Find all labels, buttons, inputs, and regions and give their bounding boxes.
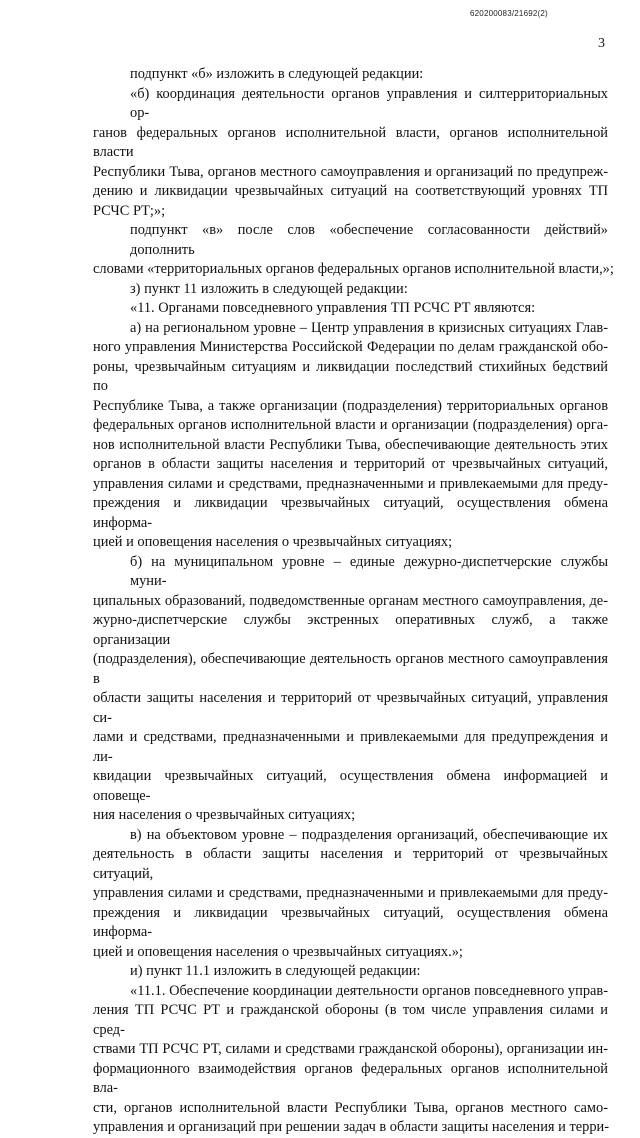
document-body <box>93 65 614 1138</box>
paragraph <box>93 221 614 280</box>
text-line: Республики Тыва, органов местного самоуправления и организаций по предупреж- <box>93 163 608 180</box>
text-line: управления силами и средствами, предназначенными и привлекаемыми для преду- <box>93 475 608 492</box>
paragraph <box>93 826 608 963</box>
text-line: и) пункт 11.1 изложить в следующей редакции: <box>130 963 421 979</box>
paragraph <box>93 65 608 85</box>
text-line: лами и средствами, предназначенными и привлекаемыми для предупреждения и ли- <box>93 729 608 765</box>
text-line: ния населения о чрезвычайных ситуациях; <box>93 807 356 823</box>
paragraph <box>93 982 608 1138</box>
text-line: преждения и ликвидации чрезвычайных ситуаций, осуществления обмена информа- <box>93 495 608 531</box>
text-line: ципальных образований, подведомственные органам местного самоуправления, де- <box>93 592 608 609</box>
text-line: «11. Органами повседневного управления ТП РСЧС РТ являются: <box>130 300 536 316</box>
text-line: цией и оповещения населения о чрезвычайных ситуациях.»; <box>93 943 463 960</box>
text-line: (подразделения), обеспечивающие деятельность органов местного самоуправления в <box>93 651 608 687</box>
text-line: управления силами и средствами, предназначенными и привлекаемыми для преду- <box>93 885 608 901</box>
text-line: б) на муниципальном уровне – единые дежурно-диспетчерские службы муни- <box>130 553 608 589</box>
text-line: органов в области защиты населения и территорий от чрезвычайных ситуаций, <box>93 456 608 472</box>
text-line: ганов федеральных органов исполнительной власти, органов исполнительной власти <box>93 124 608 160</box>
text-line: словами «территориальных органов федеральных органов исполнительной власти,»; <box>93 261 614 277</box>
text-line: «11.1. Обеспечение координации деятельности органов повседневного управ- <box>130 982 608 999</box>
paragraph <box>93 553 608 826</box>
text-line: преждения и ликвидации чрезвычайных ситуаций, осуществления обмена информа- <box>93 904 608 940</box>
text-line: цией и оповещения населения о чрезвычайных ситуациях; <box>93 534 453 550</box>
text-line: Республике Тыва, а также организации (подразделения) территориальных органов <box>93 397 608 414</box>
text-line: журно-диспетчерские службы экстренных оперативных служб, а также организации <box>93 612 608 648</box>
text-line: федеральных органов исполнительной власти и организации (подразделения) орга- <box>93 417 608 433</box>
paragraph <box>93 299 608 319</box>
text-line: нов исполнительной власти Республики Тыва, обеспечивающие деятельность этих <box>93 436 608 453</box>
paragraph <box>93 962 608 982</box>
text-line: управления и организаций при решении задач в области защиты населения и терри- <box>93 1119 610 1135</box>
page-number: 3 <box>598 36 605 51</box>
paragraph <box>93 85 608 222</box>
text-line: деятельность в области защиты населения и территорий от чрезвычайных ситуаций, <box>93 846 608 882</box>
text-line: РСЧС РТ;»; <box>93 202 166 219</box>
paragraph <box>93 280 608 300</box>
text-line: ного управления Министерства Российской Федерации по делам гражданской обо- <box>93 339 608 355</box>
text-line: «б) координация деятельности органов управления и силтерриториальных ор- <box>130 85 608 121</box>
text-line: подпункт «б» изложить в следующей редакции: <box>130 66 424 82</box>
document-code: 620200083/21692(2) <box>470 9 548 18</box>
text-line: з) пункт 11 изложить в следующей редакции: <box>130 280 408 297</box>
text-line: в) на объектовом уровне – подразделения организаций, обеспечивающие их <box>130 826 608 843</box>
text-line: подпункт «в» после слов «обеспечение согласованности действий» дополнить <box>130 222 608 258</box>
text-line: ления ТП РСЧС РТ и гражданской обороны (в том числе управления силами и сред- <box>93 1002 608 1038</box>
text-line: формационного взаимодействия органов федеральных органов исполнительной вла- <box>93 1060 608 1096</box>
text-line: дению и ликвидации чрезвычайных ситуаций на соответствующий уровнях ТП <box>93 183 608 199</box>
text-line: ствами ТП РСЧС РТ, силами и средствами гражданской обороны), организации ин- <box>93 1041 608 1057</box>
paragraph <box>93 319 608 553</box>
text-line: сти, органов исполнительной власти Республики Тыва, органов местного самo- <box>93 1099 608 1116</box>
text-line: области защиты населения и территорий от чрезвычайных ситуаций, управления си- <box>93 690 608 726</box>
text-line: роны, чрезвычайным ситуациям и ликвидации последствий стихийных бедствий по <box>93 358 608 394</box>
text-line: а) на региональном уровне – Центр управления в кризисных ситуациях Глав- <box>130 319 608 336</box>
text-line: квидации чрезвычайных ситуаций, осуществления обмена информацией и оповеще- <box>93 768 608 804</box>
